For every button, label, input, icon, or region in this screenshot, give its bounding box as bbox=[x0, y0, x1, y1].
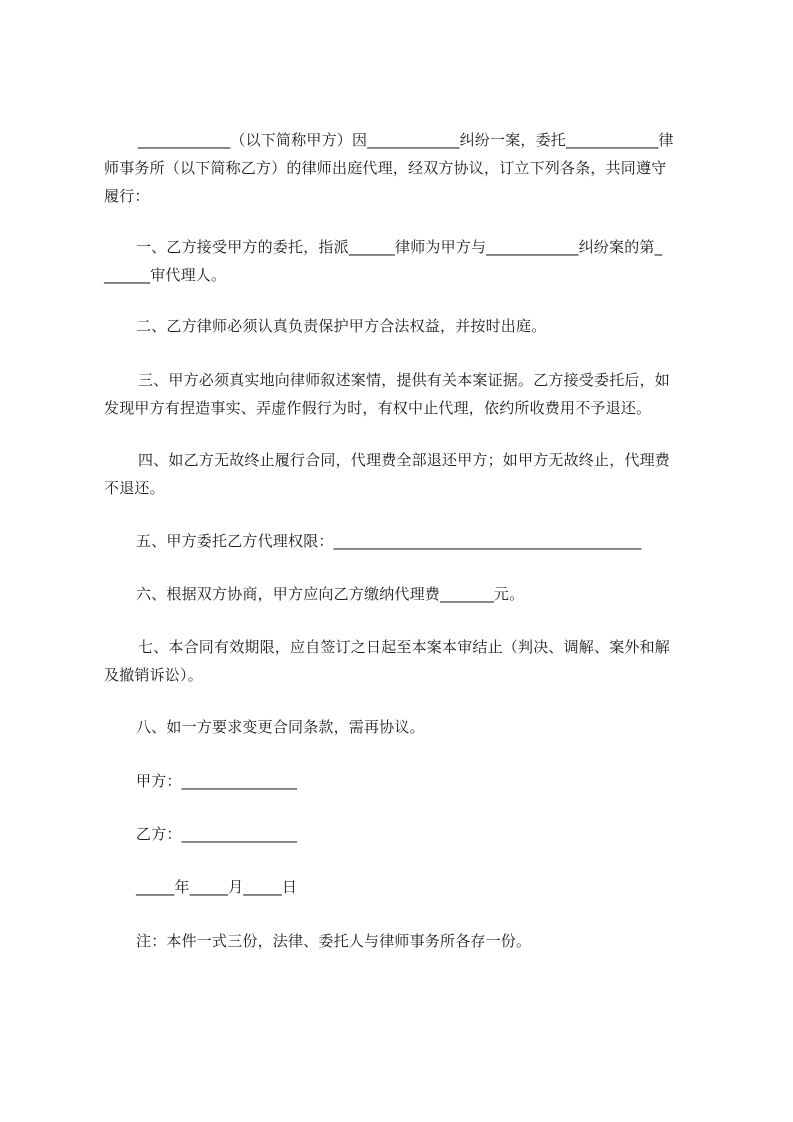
note-line: 注：本件一式三份，法律、委托人与律师事务所各存一份。 bbox=[136, 932, 532, 950]
party-a-signature bbox=[104, 767, 704, 795]
clause-1-line-1: 一、乙方接受甲方的委托，指派______律师为甲方与____________纠纷案的第_ bbox=[136, 238, 663, 256]
intro-line-1: ____________（以下简称甲方）因____________纠纷一案，委托____________律 bbox=[138, 131, 674, 149]
party-a-line: 甲方：_______________ bbox=[136, 772, 298, 790]
clause-3-line-2: 发现甲方有捏造事实、弄虚作假行为时，有权中止代理，依约所收费用不予退还。 bbox=[104, 399, 652, 417]
intro-line-2: 师事务所（以下简称乙方）的律师出庭代理，经双方协议，订立下列各条，共同遵守 bbox=[104, 159, 667, 177]
clause-3-line-1: 三、甲方必须真实地向律师叙述案情，提供有关本案证据。乙方接受委托后，如 bbox=[138, 371, 671, 389]
party-b-signature bbox=[104, 820, 704, 848]
signing-date bbox=[104, 873, 704, 901]
clause-3 bbox=[104, 366, 704, 422]
clause-5-line-1: 五、甲方委托乙方代理权限：________________________________________ bbox=[136, 532, 642, 550]
party-b-line: 乙方：_______________ bbox=[136, 825, 298, 843]
clause-2-line-1: 二、乙方律师必须认真负责保护甲方合法权益，并按时出庭。 bbox=[136, 317, 547, 335]
clause-6 bbox=[104, 580, 704, 608]
clause-8 bbox=[104, 713, 704, 741]
clause-4-line-1: 四、如乙方无故终止履行合同，代理费全部退还甲方；如甲方无故终止，代理费 bbox=[138, 451, 671, 469]
clause-1 bbox=[104, 233, 704, 289]
clause-7 bbox=[104, 633, 704, 689]
intro-line-3: 履行： bbox=[104, 187, 150, 205]
clause-4 bbox=[104, 446, 704, 502]
clause-4-line-2: 不退还。 bbox=[104, 479, 165, 497]
clause-7-line-2: 及撤销诉讼）。 bbox=[104, 666, 203, 684]
clause-1-line-2: ______审代理人。 bbox=[104, 266, 227, 284]
date-line: _____年_____月_____日 bbox=[136, 878, 298, 896]
intro-paragraph bbox=[104, 126, 704, 210]
clause-8-line-1: 八、如一方要求变更合同条款，需再协议。 bbox=[136, 718, 425, 736]
footnote bbox=[104, 927, 704, 955]
clause-6-line-1: 六、根据双方协商，甲方应向乙方缴纳代理费_______元。 bbox=[136, 585, 525, 603]
clause-2 bbox=[104, 312, 704, 340]
clause-7-line-1: 七、本合同有效期限，应自签订之日起至本案本审结止（判决、调解、案外和解 bbox=[138, 638, 671, 656]
clause-5 bbox=[104, 527, 704, 555]
